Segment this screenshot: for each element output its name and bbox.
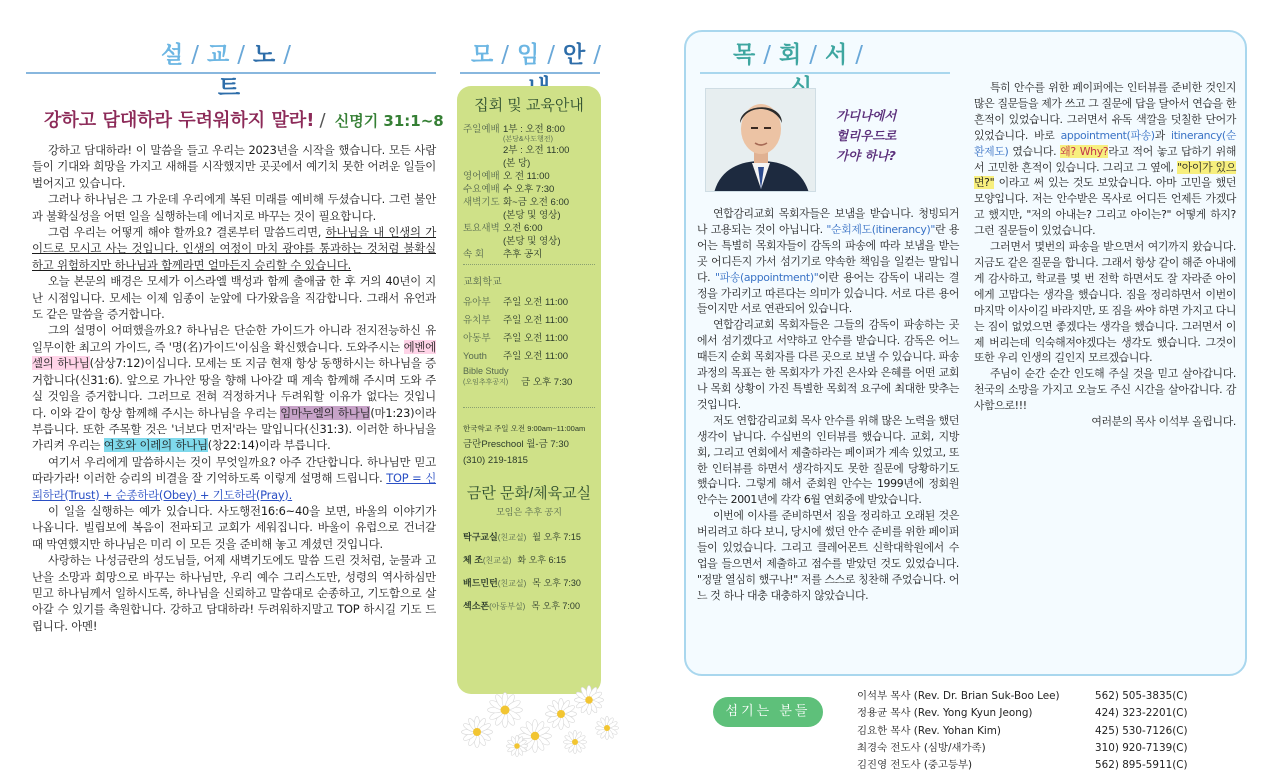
worship-row bbox=[463, 183, 595, 196]
worship-label: 주일예배 bbox=[463, 124, 500, 135]
staff-phone: 310) 920-7139(C) bbox=[1095, 741, 1188, 754]
preschool: 금란Preschool 월-금 7:30 bbox=[463, 439, 569, 450]
class-time: 화 오후 6:15 bbox=[517, 555, 567, 565]
worship-row bbox=[463, 196, 595, 209]
text: (창22:14)이라 부릅니다. bbox=[207, 438, 331, 453]
school-time: 주일 오전 11:00 bbox=[503, 315, 569, 326]
class-time: 월 오후 7:15 bbox=[532, 532, 581, 542]
sermon-title-slash: / bbox=[319, 110, 326, 131]
staff-phone: 562) 505-3835(C) bbox=[1095, 690, 1188, 702]
worship-row bbox=[463, 222, 595, 235]
worship-time bbox=[503, 222, 595, 235]
daisy-icon bbox=[461, 716, 492, 747]
staff-phone: 424) 323-2201(C) bbox=[1095, 707, 1188, 720]
term-appointment: appointment(파송) bbox=[1060, 128, 1155, 142]
class-name: 탁구교실 bbox=[463, 532, 498, 542]
staff-row bbox=[857, 757, 1257, 774]
class-name: 체 조 bbox=[463, 555, 483, 565]
class-row bbox=[463, 595, 595, 618]
sermon-paragraph: 사랑하는 나성금란의 성도님들, 어제 새벽기도에도 말씀 드린 것처럼, 눈물과 고난을 소망과 희망으로 바꾸는 하나님만, 우리 예수 그리스도만, 성령의 역사하심만 믿고 하나님께서 일하시도록, 하나님을 신뢰하고 말씀대로 순종하고, 기도함으로 살아갈 수 있기를 축원합니다. 강하고 담대하라! 두려워하지말고 TOP 하시길 기도 드립니다. 아멘! bbox=[32, 553, 436, 633]
sermon-paragraph: 오늘 본문의 배경은 모세가 이스라엘 백성과 함께 출애굽 한 후 거의 40년이 지난 시점입니다. 모세는 이제 임종이 눈앞에 다가왔음을 직감합니다. 그래서 유언과도 같은 말씀을 증거합니다. bbox=[32, 274, 436, 322]
text: (마1:23)이라 부릅니다. 또한 주목할 것은 '너보다 먼저'라는 말입니다(신31:3). 이러한 하나님을 가리켜 우리는 bbox=[32, 405, 436, 453]
worship-time bbox=[503, 209, 595, 222]
term-itinerancy: "순회제도(itinerancy)" bbox=[826, 222, 936, 236]
daisy-icon bbox=[488, 693, 523, 728]
worship-row bbox=[463, 157, 595, 170]
worship-label: 토요새벽 bbox=[463, 223, 500, 234]
staff-name: 김요한 목사 (Rev. Yohan Kim) bbox=[857, 724, 1001, 737]
class-row bbox=[463, 549, 595, 572]
worship-row bbox=[463, 209, 595, 222]
meeting-info-title: 모 / 임 / 안 / bbox=[460, 36, 620, 102]
title-char: 목 bbox=[733, 42, 758, 68]
staff-row bbox=[857, 688, 1257, 705]
class-name: 섹소폰 bbox=[463, 601, 490, 611]
text: 과 bbox=[1154, 128, 1172, 142]
sermon-paragraph bbox=[32, 224, 436, 273]
pastor-photo bbox=[705, 88, 816, 192]
text: 그럼 우리는 어떻게 해야 할까요? 결론부터 말씀드리면, bbox=[48, 225, 326, 240]
class-place: (아동부실) bbox=[489, 602, 526, 611]
korean-school: 한국학교 주일 오전 9:00am~11:00am bbox=[463, 424, 586, 433]
sermon-paragraph: 그러나 하나님은 그 가운데 우리에게 복된 미래를 예비해 두셨습니다. 그런 불안과 불확실성을 어떤 일을 실행하는데 에너지로 바꾸는 것이 필요합니다. bbox=[32, 192, 436, 223]
worship-label: 속 회 bbox=[463, 249, 484, 260]
worship-row bbox=[463, 248, 595, 261]
staff-name: 김진영 전도사 (중고등부) bbox=[857, 759, 973, 772]
time-text: (본당 및 영상) bbox=[503, 210, 561, 221]
highlight-immanuel: 임마누엘의 하나님 bbox=[280, 405, 371, 420]
class-name: 배드민턴 bbox=[463, 578, 498, 588]
worship-label: 새벽기도 bbox=[463, 197, 500, 208]
class-row bbox=[463, 572, 595, 595]
term-appointment: "파송(appointment)" bbox=[714, 270, 819, 284]
text: 란 용어는 특별히 목회자들이 감독의 파송에 따라 보냄을 받는 곳 어디든지 가서 섬기기로 약속한 책임을 일컫는 말입니다. bbox=[697, 222, 960, 284]
worship-label bbox=[463, 235, 503, 248]
staff-row bbox=[857, 723, 1257, 740]
worship-label: 수요예배 bbox=[463, 184, 500, 195]
phone-number: (310) 219-1815 bbox=[463, 455, 528, 466]
subtitle-line: 헐리우드로 bbox=[836, 128, 897, 143]
text: 라고 적어 놓고 답하기 위해서 고민한 흔적이 있습니다. 그리고 그 옆에, bbox=[974, 144, 1236, 174]
top-formula: TOP = 신뢰하라(Trust) + 순종하라(Obey) + 기도하라(Pray). bbox=[32, 471, 436, 502]
staff-name: 최경숙 전도사 (심방/새가족) bbox=[857, 741, 986, 754]
text: 였습니다. bbox=[1008, 144, 1061, 158]
worship-label bbox=[463, 209, 503, 222]
meeting-title-underline bbox=[460, 72, 600, 74]
staff-row bbox=[857, 705, 1257, 722]
sermon-paragraph bbox=[32, 322, 436, 453]
time-text: (본 당) bbox=[503, 158, 531, 169]
worship-row bbox=[463, 123, 595, 144]
school-row bbox=[463, 312, 595, 330]
highlight-jehovah-jireh: 여호와 이레의 하나님 bbox=[103, 438, 208, 453]
title-char: 설 bbox=[161, 42, 186, 68]
worship-time bbox=[503, 157, 595, 170]
daisy-icon bbox=[563, 730, 586, 753]
daisy-icon bbox=[545, 698, 576, 729]
culture-class-list bbox=[463, 526, 595, 618]
worship-label bbox=[463, 157, 503, 170]
worship-row bbox=[463, 170, 595, 183]
bible-study-label: Bible Study bbox=[463, 366, 509, 376]
staff-phone: 425) 530-7126(C) bbox=[1095, 724, 1188, 737]
text: 그의 설명이 어떠했을까요? 하나님은 단순한 가이드가 아니라 전지전능하신 유일무이한 최고의 가이드, 즉 '명(名)가이드'이심을 확신했습니다. 도와주시는 bbox=[32, 323, 436, 354]
letter-title-underline bbox=[700, 72, 950, 74]
staff-badge: 섬기는 분들 bbox=[713, 697, 823, 727]
worship-time bbox=[503, 170, 595, 183]
time-text: 화~금 오전 6:00 bbox=[503, 197, 570, 208]
text: 이란 용어는 감독이 내리는 결정을 가리키고 따른다는 의미가 있습니다. 서로 다른 용어들이지만 서로 연관되어 있습니다. bbox=[697, 270, 959, 316]
bible-study-note: (오임추후공지) bbox=[463, 379, 509, 386]
sermon-title-underline bbox=[26, 72, 436, 74]
sermon-heading bbox=[44, 106, 444, 132]
sermon-paragraph bbox=[32, 454, 436, 503]
worship-time bbox=[503, 183, 595, 196]
title-char: 안 bbox=[562, 42, 588, 68]
highlight-why: 왜? Why? bbox=[1060, 144, 1109, 158]
worship-time bbox=[503, 144, 595, 157]
bible-study-time: 금 오후 7:30 bbox=[521, 377, 573, 388]
school-label: 유아부 bbox=[463, 297, 491, 308]
title-char: 노 bbox=[252, 42, 278, 68]
letter-left-column bbox=[697, 206, 959, 604]
letter-paragraph: 연합감리교회 목회자들은 그들의 감독이 파송하는 곳에서 섬기겠다고 서약하고 안수를 받습니다. 감독은 어느 때든지 순회 목회자를 다른 곳으로 보낼 수 있습니다. 파송 과정의 목표는 한 목회자가 가진 은사와 은혜를 어떤 교회나 목회 상황이 가진 특별한 목회적 요구에 최대한 맞추는 것입니다. bbox=[697, 318, 959, 411]
title-char: 교 bbox=[207, 42, 232, 68]
time-text: 추후 공지 bbox=[503, 249, 543, 260]
time-text: 2부 : 오전 11:00 bbox=[503, 145, 570, 156]
subtitle-line: 가야 하나? bbox=[836, 148, 896, 163]
worship-row bbox=[463, 235, 595, 248]
letter-paragraph bbox=[697, 206, 959, 317]
letter-right-column bbox=[974, 80, 1236, 430]
time-text: 수 오후 7:30 bbox=[503, 184, 555, 195]
staff-list bbox=[857, 688, 1257, 774]
letter-paragraph bbox=[974, 80, 1236, 239]
worship-row bbox=[463, 144, 595, 157]
bible-study-row bbox=[463, 376, 595, 389]
school-row bbox=[463, 348, 595, 366]
sermon-paragraph: 강하고 담대하라! 이 말씀을 들고 우리는 2023년을 시작을 했습니다. 모든 사람들이 기대와 희망을 가지고 새해를 시작했지만 곳곳에서 예기치 못한 어려운 일들이 벌어지고 있습니다. bbox=[32, 143, 436, 190]
worship-note: (본당&사도행전) bbox=[503, 136, 553, 143]
subtitle-line: 가디나에서 bbox=[836, 108, 897, 123]
school-time: 주일 오전 11:00 bbox=[503, 351, 569, 362]
sermon-notes-title: 설 / 교 / 노 /트 bbox=[150, 36, 310, 102]
worship-label bbox=[463, 144, 503, 157]
school-time: 주일 오전 11:00 bbox=[503, 297, 569, 308]
text: 이라고 써 있는 것도 보았습니다. 아마 고민을 했던 모양입니다. 저는 안수받은 목사로 어디든 언제든 가겠다고 했지만, "저의 아내는? 그리고 아이는?" 어떻게 하지? 그런 질문들이 있었습니다. bbox=[974, 176, 1236, 238]
daisy-icon bbox=[574, 685, 603, 714]
letter-paragraph: 저도 연합감리교회 목사 안수를 위해 많은 노력을 했던 생각이 납니다. 수십번의 인터뷰를 했습니다. 교회, 지방회, 그리고 연회에서 제출하라는 페이퍼가 계속 있었고, 또한 인터뷰를 하면서 생각하지도 못한 질문에 당황하기도 했습니다. 그렇게 해서 준회원 안수는 1999년에 정회원 안수는 2001년에 각각 6월 연회중에 받았습니다. bbox=[697, 413, 959, 507]
staff-row bbox=[857, 740, 1257, 757]
class-place: (친교실) bbox=[482, 556, 512, 565]
class-place: (친교실) bbox=[497, 579, 527, 588]
meeting-heading: 집회 및 교육안내 bbox=[474, 97, 584, 114]
pastor-letter-title: 목 / 회 / 서 / bbox=[732, 36, 872, 102]
staff-phone: 562) 895-5911(C) bbox=[1095, 759, 1188, 772]
worship-time bbox=[503, 123, 595, 144]
class-place: (친교실) bbox=[497, 533, 527, 542]
letter-paragraph: 그러면서 몇번의 파송을 받으면서 여기까지 왔습니다. 지금도 같은 질문을 합니다. 그래서 항상 같이 해준 아내에게 감사하고, 학교를 몇 번 전학 하면서도 잘 자라준 아이에게 고맙다는 생각을 했습니다. 짐을 정리하면서 이번이 마지막 이사이길 바라지만, 또 짐을 싸야 하면 가지고 다니는 짐이 없었으면 좋겠다는 생각을 했습니다. 그러면서 이제 버리는데 익숙해져야겠다는 생각도 했습니다. 그것이 또한 우리 인생의 길인지 모르겠습니다. bbox=[974, 240, 1236, 365]
school-row bbox=[463, 330, 595, 348]
title-char: 트 bbox=[217, 75, 243, 101]
portrait-photo-icon bbox=[706, 89, 816, 192]
school-label: 아동부 bbox=[463, 333, 491, 344]
worship-time bbox=[503, 196, 595, 209]
school-label: Youth bbox=[463, 351, 487, 362]
class-time: 목 오후 7:00 bbox=[531, 601, 580, 611]
term-itinerancy: itinerancy(순환제도) bbox=[974, 128, 1236, 158]
title-char: 서 bbox=[824, 42, 850, 68]
time-text: 오전 6:00 bbox=[503, 223, 543, 234]
worship-time bbox=[503, 248, 595, 261]
letter-subtitle bbox=[836, 106, 946, 166]
title-char: 임 bbox=[517, 42, 542, 68]
time-text: 1부 : 오전 8:00 bbox=[503, 124, 565, 135]
text: 특히 안수를 위한 페이퍼에는 인터뷰를 준비한 것인지 많은 질문들을 제가 쓰고 그 질문에 답을 달아서 연습을 한 흔적이 있었습니다. 그러면서 유독 색깔을 덧칠한 단어가 있었습니다. 바로 bbox=[974, 81, 1236, 142]
divider bbox=[463, 407, 595, 408]
text: 여기서 우리에게 말씀하시는 것이 무엇일까요? 아주 간단합니다. 하나님만 믿고 따라가라! 이러한 승리의 비결을 잘 기억하도록 이렇게 설명해 드립니다. bbox=[32, 454, 436, 486]
meeting-panel bbox=[457, 86, 601, 694]
sermon-title: 강하고 담대하라 두려워하지 말라! bbox=[44, 110, 315, 131]
church-school-schedule bbox=[463, 294, 595, 366]
daisy-icon bbox=[595, 716, 618, 739]
school-row bbox=[463, 294, 595, 312]
highlight-child-question: "아이가 있으면?" bbox=[974, 160, 1237, 190]
school-label: 유치부 bbox=[463, 315, 491, 326]
text: (삼상7:12)이십니다. 모세는 또 지금 현재 항상 동행하시는 하나님을 증거합니다(신31:6). 앞으로 가나안 땅을 향해 나아갈 때 계속 함께해 주시며 도와 주실 것임을 증거합니다. 그러므로 전혀 걱정하거나 두려워할 이유가 없다는 것입니다. 이와 같이 항상 함께해 주시는 하나님을 우리는 bbox=[32, 356, 436, 420]
divider bbox=[463, 264, 595, 265]
staff-name: 정용균 목사 (Rev. Yong Kyun Jeong) bbox=[857, 707, 1033, 720]
text: 연합감리교회 목회자들은 보냄을 받습니다. 청빙되거나 고용되는 것이 아닙니다. bbox=[697, 207, 959, 236]
culture-class-heading: 금란 문화/체육교실 bbox=[466, 485, 592, 502]
letter-paragraph: 이번에 이사를 준비하면서 짐을 정리하고 오래된 것은 버리려고 하다 보니, 당시에 썼던 안수 준비를 위한 페이퍼들이 있었습니다. 그리고 클레어몬트 신학대학원에서 수업을 들으면서 제출하고 점수를 받았던 것도 있었습니다. "정말 열심히 했구나!" 저를 스스로 칭찬해 주었습니다. 어느 것 하나 대충 대충하지 않았습니다. bbox=[697, 509, 959, 602]
staff-name: 이석부 목사 (Rev. Dr. Brian Suk-Boo Lee) bbox=[857, 690, 1060, 702]
church-school-heading: 교회학교 bbox=[463, 277, 502, 288]
time-text: (본당 및 영상) bbox=[503, 236, 561, 247]
letter-paragraph: 주님이 순간 순간 인도해 주실 것을 믿고 살아갑니다. 천국의 소망을 가지고 오늘도 주신 시간을 살아갑니다. 감사함으로!!! bbox=[974, 367, 1236, 413]
worship-schedule bbox=[463, 123, 595, 261]
worship-label: 영어예배 bbox=[463, 171, 500, 182]
sermon-paragraph: 이 일을 실행하는 예가 있습니다. 사도행전16:6~40을 보면, 바울의 이야기가 나옵니다. 빌립보에 복음이 전파되고 교회가 세워집니다. 바울이 유럽으로 건너갈 때 막연했지만 하나님은 미리 이 모든 것을 준비해 놓고 계셨던 것입니다. bbox=[32, 503, 436, 551]
school-time: 주일 오전 11:00 bbox=[503, 333, 569, 344]
letter-signoff: 여러분의 목사 이석부 올립니다. bbox=[1091, 415, 1236, 429]
worship-time bbox=[503, 235, 595, 248]
sermon-reference: 신명기 31:1~8 bbox=[334, 112, 444, 130]
culture-class-note: 모임은 추후 공지 bbox=[496, 507, 562, 517]
daisy-flowers-icon bbox=[457, 680, 622, 760]
sermon-body bbox=[32, 142, 436, 634]
time-text: 오 전 11:00 bbox=[503, 171, 550, 182]
class-time: 목 오후 7:30 bbox=[532, 578, 581, 588]
highlight-ebenezer: 에벤에셀의 하나님 bbox=[32, 339, 436, 371]
title-char: 회 bbox=[779, 42, 804, 68]
title-char: 모 bbox=[471, 42, 496, 68]
class-row bbox=[463, 526, 595, 549]
underlined-text: 하나님을 내 인생의 가이드로 모시고 사는 것입니다. 인생의 여정이 마치 광야를 통과하는 것처럼 불확실하고 위험하지만 하나님과 함께라면 얼마든지 승리할 수 있습니다. bbox=[32, 225, 437, 272]
